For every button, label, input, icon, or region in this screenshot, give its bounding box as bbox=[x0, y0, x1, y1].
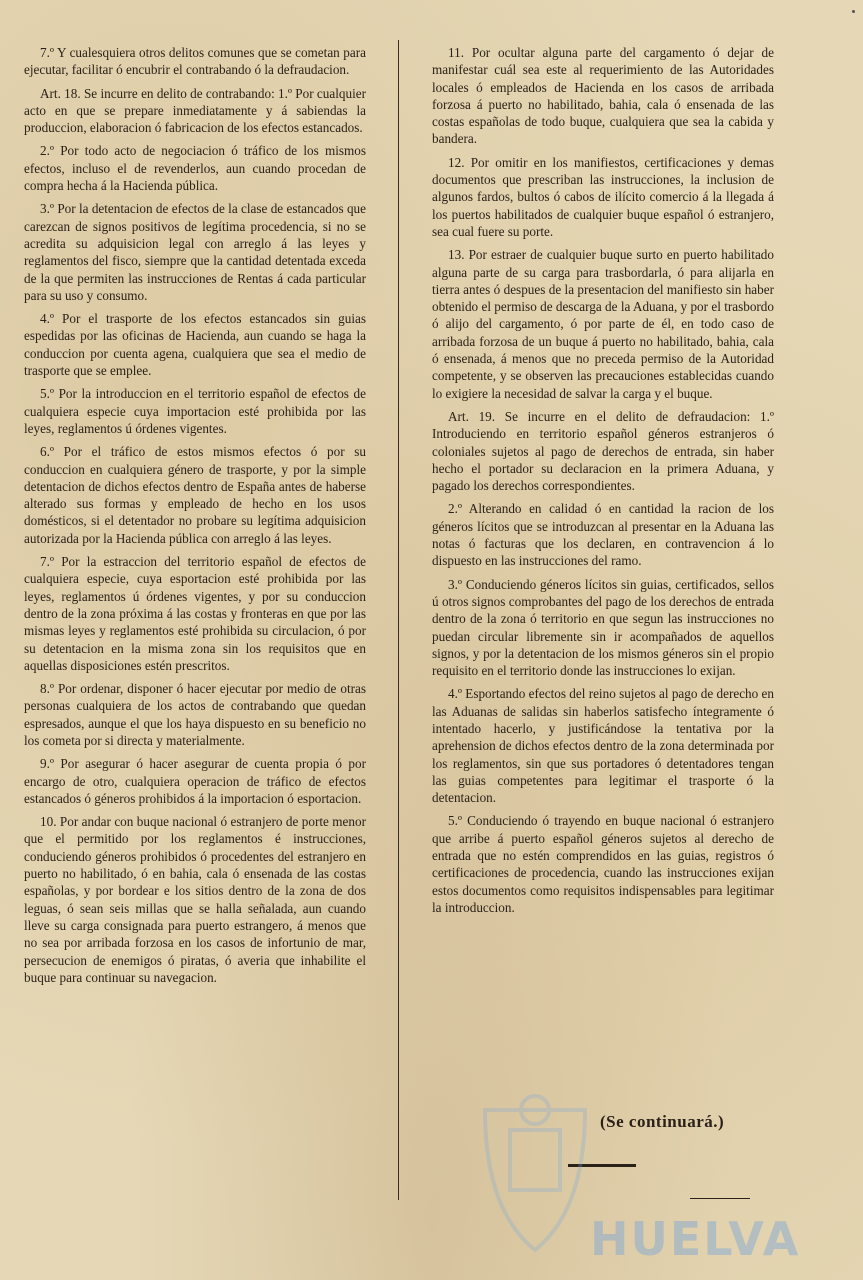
paragraph: 9.º Por asegurar ó hacer asegurar de cuenta propia ó por encargo de otro, cualquiera operacion de tráfico de efectos estancados ó géneros prohibidos á la importacion ó esportacion. bbox=[24, 756, 366, 806]
paragraph: 4.º Esportando efectos del reino sujetos al pago de derecho en las Aduanas de salidas sin haberlos satisfecho íntegramente ó intentado hacerlo, y justificándose la tentativa por la aprehension de dichos efectos dentro de la zona determinada por los reglamentos, sin que sus portadores ó detentadores tengan las guias competentes para legitimar el trasporte ó la detentacion. bbox=[432, 686, 774, 806]
paragraph: 2.º Por todo acto de negociacion ó tráfico de los mismos efectos, incluso el de revenderlos, aun cuando procedan de compra hecha á la Hacienda pública. bbox=[24, 143, 366, 194]
paragraph: 7.º Por la estraccion del territorio español de efectos de cualquiera especie, cuya esportacion esté prohibida por las leyes, reglamentos ú órdenes vigentes, y por su conduccion dentro de la zona próxima á las costas y fronteras en que por las mismas leyes y reglamentos esté prohibida su circulacion, ó por su detentacion en la misma zona sin los requisitos que en aquellas disposiciones estén prescritos. bbox=[24, 554, 366, 673]
end-rule-short bbox=[690, 1198, 750, 1199]
right-column bbox=[432, 44, 774, 1144]
paragraph: 12. Por omitir en los manifiestos, certificaciones y demas documentos que prescriban las instrucciones, la inclusion de algunos fardos, bultos ó cabos de ilícito comercio á la llegada á los puertos habilitados de cualquier buque español ó estranjero, sea cual fuere su porte. bbox=[432, 154, 774, 239]
paragraph: 5.º Por la introduccion en el territorio español de efectos de cualquiera especie cuya importacion esté prohibida por las leyes, reglamentos ú órdenes vigentes. bbox=[24, 386, 366, 436]
paragraph: 2.º Alterando en calidad ó en cantidad la racion de los géneros lícitos que se introduzcan al presentar en la Aduana las notas ó facturas que los declaren, en contravencion á lo dispuesto en las instrucciones del ramo. bbox=[432, 501, 774, 569]
paragraph: 10. Por andar con buque nacional ó estranjero de porte menor que el permitido por los reglamentos é instrucciones, conduciendo géneros prohibidos ó procedentes del estranjero en puerto no habilitado, ó en bahia, cala ó ensenada de las costas españolas, y por bordear e los sitios dentro de la zona de dos leguas, ó sean seis millas que se halla señalada, aun cuando lleve su carga consignada para puerto estrangero, á menos que no sea por arribada forzosa en los casos de infortunio de mar, persecucion de enemigos ó piratas, ó averia que inhabilite el buque para continuar su navegacion. bbox=[24, 814, 366, 985]
to-be-continued-note: (Se continuará.) bbox=[600, 1112, 725, 1131]
paragraph: 7.º Y cualesquiera otros delitos comunes que se cometan para ejecutar, facilitar ó encubrir el contrabando ó la defraudacion. bbox=[24, 45, 366, 78]
archive-watermark: HUELVA bbox=[590, 1212, 801, 1266]
end-rule bbox=[568, 1164, 636, 1167]
paragraph: 5.º Conduciendo ó trayendo en buque nacional ó estranjero que arribe á puerto español géneros sujetos al derecho de entrada que no estén comprendidos en las guias, registros ó certificaciones de procedencia, cuando las instrucciones exijan estos documentos como requisitos indispensables para legitimar la introduccion. bbox=[432, 813, 774, 915]
paragraph: 3.º Conduciendo géneros lícitos sin guias, certificados, sellos ú otros signos comprobantes del pago de los derechos de entrada dentro de la zona ó territorio en que segun las instrucciones no puedan circular libremente sin ir acompañados de aquellos signos, y por la detentacion de los mismos géneros sin el propio requisito en el territorio donde las instrucciones lo exijan. bbox=[432, 576, 774, 679]
article-19-paragraph: Art. 19. Se incurre en el delito de defraudacion: 1.º Introduciendo en territorio español géneros estranjeros ó coloniales sujetos al pago de derechos de entrada, sin haber hecho el portador su declaracion en la primera Aduana, y pagado los derechos correspondientes. bbox=[432, 408, 774, 494]
paragraph: 13. Por estraer de cualquier buque surto en puerto habilitado alguna parte de su carga para trasbordarla, ó para alijarla en tierra antes ó despues de la presentacion del manifiesto sin haber obtenido el permiso de descarga de la Aduana, y por el trasbordo ó alijo del cargamento, ó por parte de él, en todo caso de arribada forzosa de un buque á puerto no habilitado, bahia, cala ó ensenada, á menos que no preceda permiso de la Autoridad competente, y se observen las precauciones establecidas cuando lo exigiere la necesidad de salvar la carga y el buque. bbox=[432, 247, 774, 401]
paragraph: 11. Por ocultar alguna parte del cargamento ó dejar de manifestar cuál sea este al requerimiento de las Autoridades locales ó empleados de Hacienda en los casos de arribada forzosa á puerto no habilitado, bahia, cala ó ensenada de las costas españolas de todo buque, cualquiera que sea la cabida y bandera. bbox=[432, 45, 774, 147]
ink-speck bbox=[852, 10, 855, 13]
paragraph: 6.º Por el tráfico de estos mismos efectos ó por su conduccion en cualquiera género de trasporte, y por la simple detentacion de dichos efectos dentro de España antes de haberse alterado sus formas y empleado de hecho en los usos domésticos, si el detentador no probare su legítima adquisicion autorizada por la Hacienda pública con arreglo á las leyes. bbox=[24, 444, 366, 546]
left-column bbox=[24, 44, 366, 1204]
paragraph: 8.º Por ordenar, disponer ó hacer ejecutar por medio de otras personas cualquiera de los actos de contrabando que quedan espresados, aunque el que los haya dispuesto en su beneficio no los cometa por si directa y materialmente. bbox=[24, 681, 366, 748]
paragraph: 3.º Por la detentacion de efectos de la clase de estancados que carezcan de signos positivos de legítima procedencia, si no se acredita su adquisicion legal con arreglo á las leyes y reglamentos del fisco, siempre que la cantidad detentada exceda de la que permiten las instrucciones de Rentas á cada particular para su uso y consumo. bbox=[24, 201, 366, 303]
paragraph: 4.º Por el trasporte de los efectos estancados sin guias espedidas por las oficinas de Hacienda, aun cuando se haga la conduccion por cuenta agena, cualquiera que sea el medio de trasporte que se emplee. bbox=[24, 311, 366, 379]
column-divider bbox=[398, 40, 399, 1200]
article-18-paragraph: Art. 18. Se incurre en delito de contrabando: 1.º Por cualquier acto en que se prepare inmediatamente y á sabiendas la produccion, elaboracion ó fabricacion de los efectos estancados. bbox=[24, 85, 366, 136]
